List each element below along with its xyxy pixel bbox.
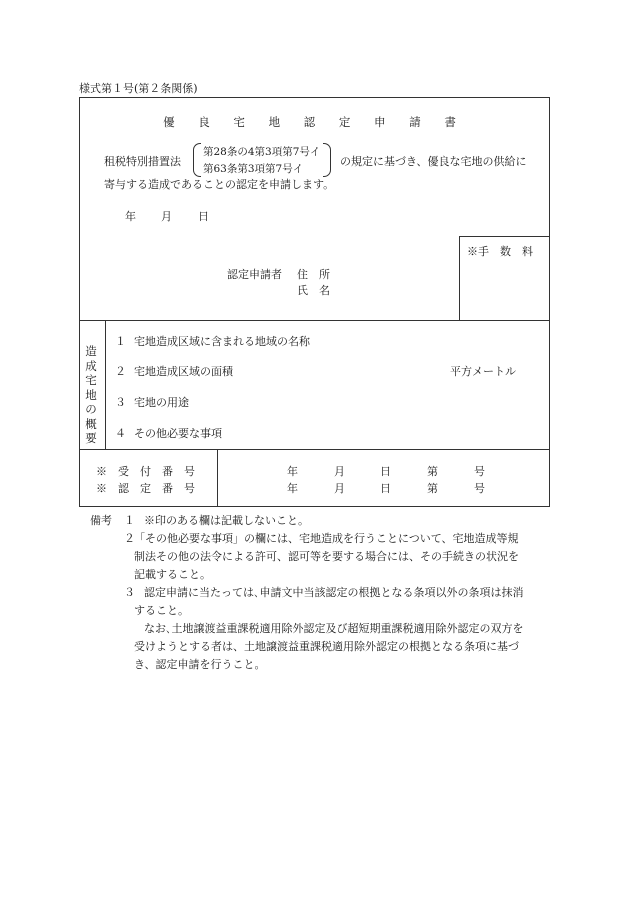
date-month: 月 — [161, 210, 172, 223]
date-day: 日 — [198, 210, 209, 223]
note-3-line-4: 受けようとする者は、土地譲渡益重課税適用除外認定の根拠となる条項に基づ — [134, 640, 519, 653]
form-number: 様式第１号(第２条関係) — [79, 82, 198, 95]
section-divider-2 — [79, 449, 550, 450]
fee-box-left-rule — [459, 236, 460, 321]
overview-item-3-num: ３ — [115, 396, 126, 409]
overview-item-2-num: ２ — [115, 365, 126, 378]
overview-item-3-label: 宅地の用途 — [134, 396, 189, 409]
note-2-num: ２ — [124, 532, 135, 545]
approval-no-suffix: 号 — [474, 482, 485, 495]
note-3-line-2: すること。 — [134, 604, 189, 617]
overview-item-1-num: １ — [115, 335, 126, 348]
address-label: 住 所 — [297, 268, 330, 281]
notes-heading: 備考 — [90, 514, 112, 527]
clause-tail: の規定に基づき、優良な宅地の供給に — [340, 155, 527, 168]
overview-side-rule — [105, 320, 106, 450]
right-bracket — [323, 143, 331, 177]
overview-item-2-label: 宅地造成区域の面積 — [134, 365, 233, 378]
approval-month: 月 — [334, 482, 345, 495]
section-divider-1 — [79, 320, 550, 321]
receipt-day: 日 — [380, 465, 391, 478]
article-2: 第63条第3項第7号イ — [203, 163, 304, 175]
receipt-no-prefix: 第 — [427, 465, 438, 478]
note-1-text: ※印のある欄は記載しないこと。 — [144, 514, 309, 527]
office-column-rule — [217, 449, 218, 507]
receipt-month: 月 — [334, 465, 345, 478]
left-bracket — [193, 143, 201, 177]
note-2-line-1: 「その他必要な事項」の欄には、宅地造成を行うことについて、宅地造成等規 — [134, 532, 519, 545]
note-3-line-3: なお､土地譲渡益重課税適用除外認定及び超短期重課税適用除外認定の双方を — [144, 622, 524, 635]
note-3-line-1: 認定申請に当たっては､申請文中当該認定の根拠となる条項以外の条項は抹消 — [144, 586, 524, 599]
approval-number-label: ※ 認 定 番 号 — [96, 482, 195, 495]
form-title: 優 良 宅 地 認 定 申 請 書 — [163, 115, 466, 129]
law-name: 租税特別措置法 — [104, 155, 181, 168]
approval-year: 年 — [287, 482, 298, 495]
note-3-line-5: き、認定申請を行うこと。 — [134, 658, 266, 671]
overview-side-label: 造成宅地の概要 — [85, 344, 97, 445]
fee-box-top-rule — [459, 236, 550, 237]
note-2-line-3: 記載すること。 — [134, 568, 211, 581]
receipt-no-suffix: 号 — [474, 465, 485, 478]
fee-label: ※手 数 料 — [467, 245, 533, 258]
date-year: 年 — [125, 210, 136, 223]
note-3-num: ３ — [124, 586, 135, 599]
overview-item-4-num: ４ — [115, 427, 126, 440]
receipt-year: 年 — [287, 465, 298, 478]
receipt-number-label: ※ 受 付 番 号 — [96, 465, 195, 478]
note-2-line-2: 制法その他の法令による許可、認可等を要する場合には、その手続きの状況を — [134, 550, 519, 563]
approval-no-prefix: 第 — [427, 482, 438, 495]
clause-line-2: 寄与する造成であることの認定を申請します。 — [104, 178, 335, 191]
name-label: 氏 名 — [297, 284, 330, 297]
applicant-label: 認定申請者 — [227, 268, 282, 281]
article-1: 第28条の4第3項第7号イ — [203, 146, 321, 158]
overview-item-1-label: 宅地造成区域に含まれる地域の名称 — [134, 335, 310, 348]
approval-day: 日 — [380, 482, 391, 495]
note-1-num: １ — [124, 514, 135, 527]
area-unit-label: 平方メートル — [450, 365, 516, 378]
overview-item-4-label: その他必要な事項 — [134, 427, 222, 440]
